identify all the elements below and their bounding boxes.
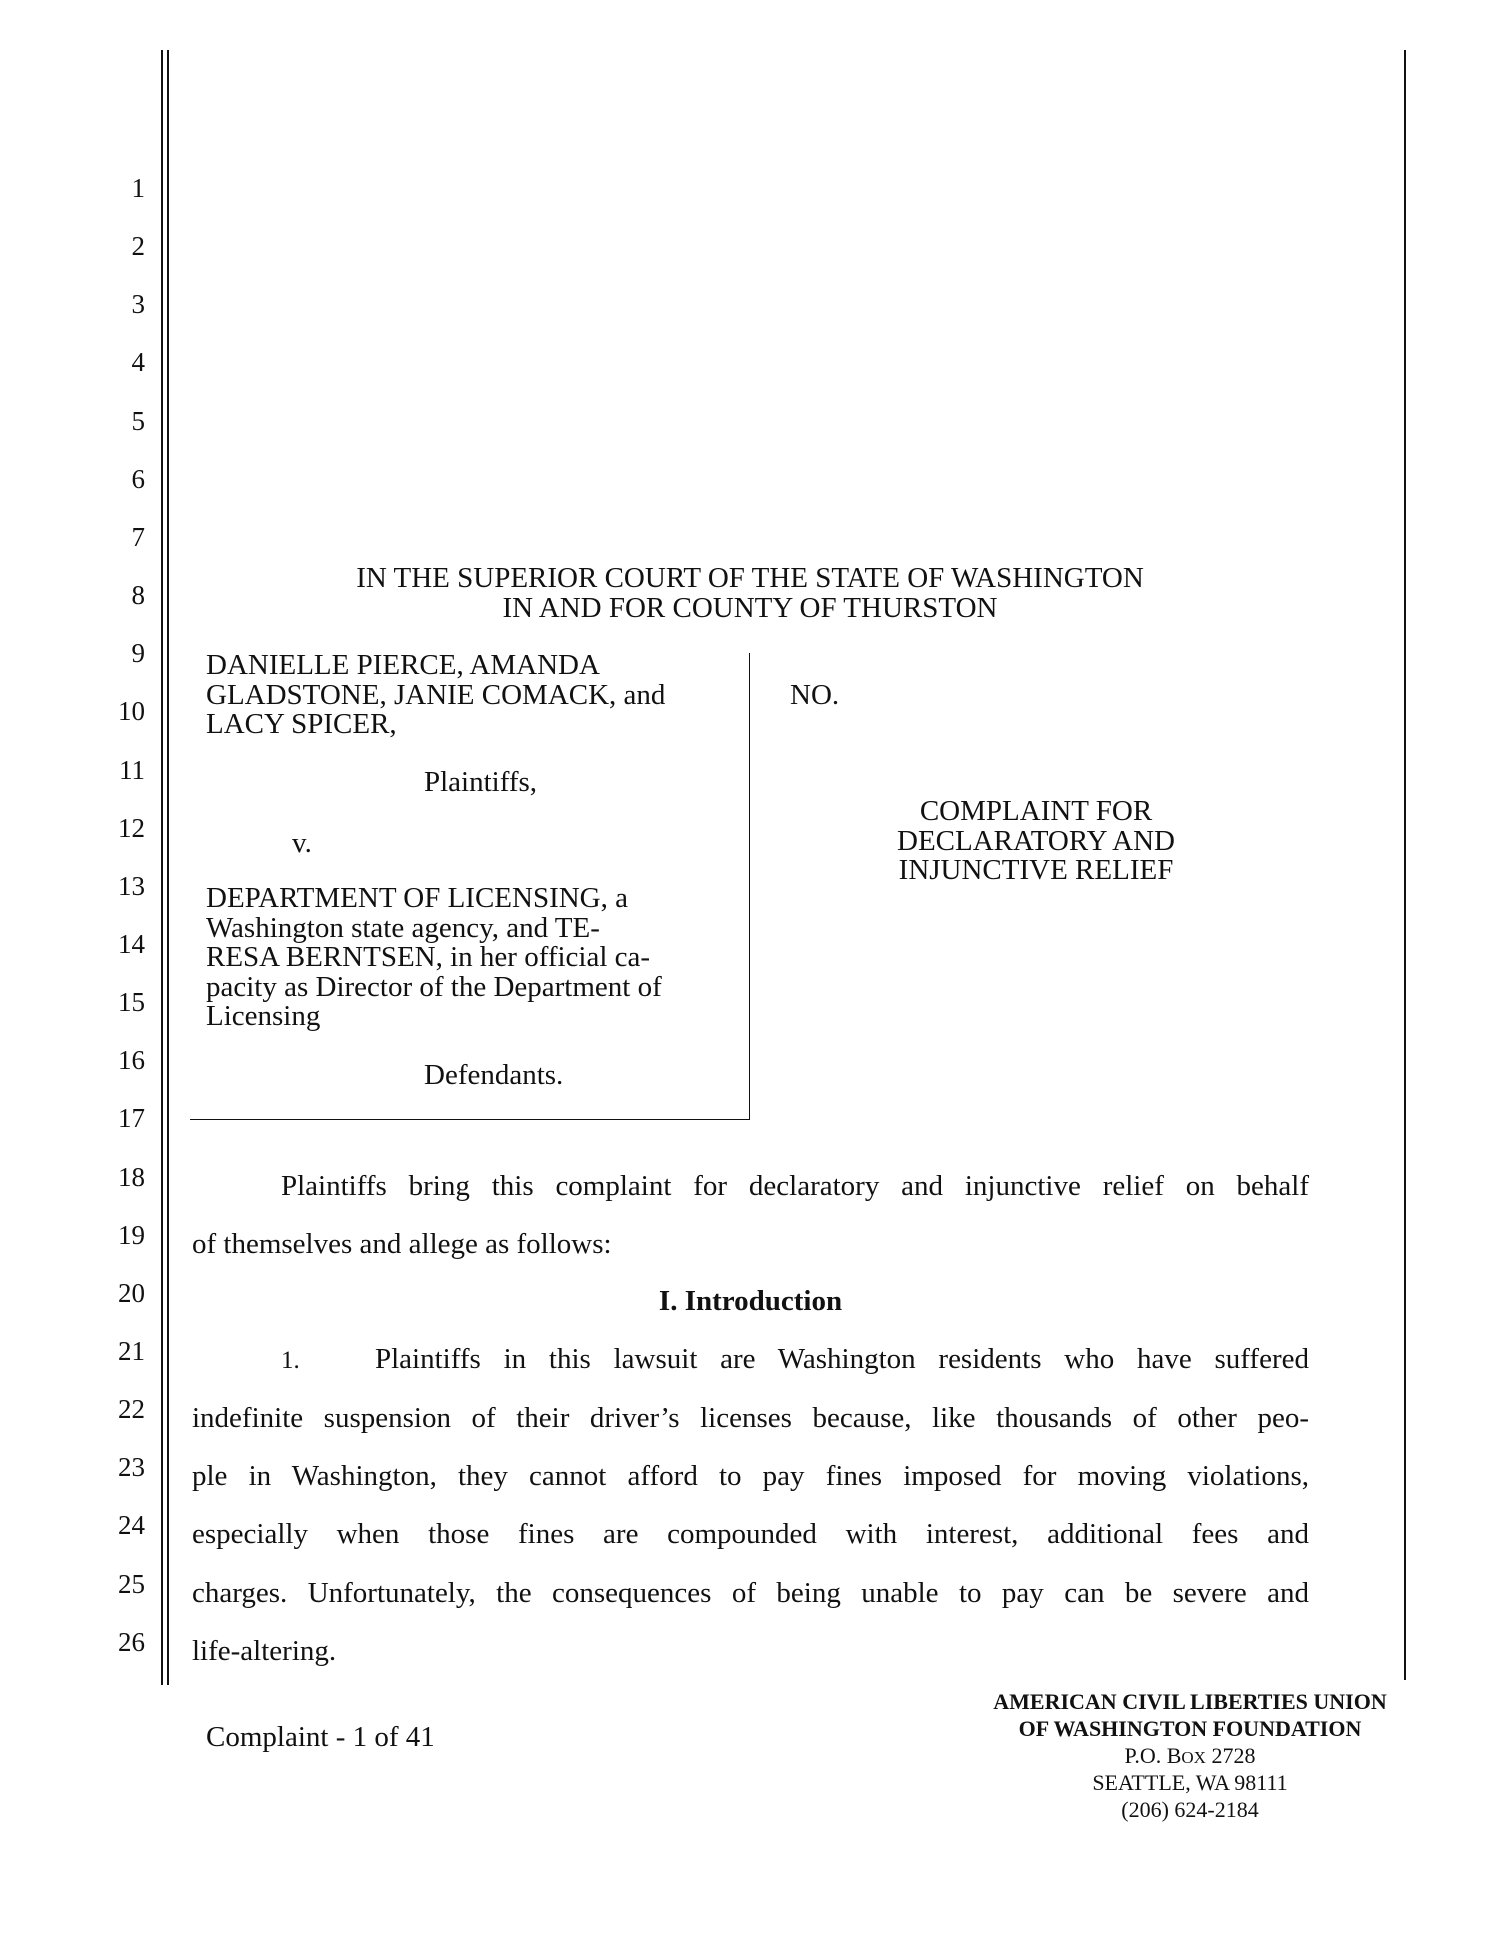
section-heading: I. Introduction xyxy=(658,1285,843,1317)
document-title-line1: COMPLAINT FOR xyxy=(919,795,1153,827)
line-number: 13 xyxy=(118,870,145,901)
line-number: 18 xyxy=(118,1161,145,1192)
line-number: 19 xyxy=(118,1219,145,1250)
line-number: 21 xyxy=(118,1336,145,1366)
defendants-names: pacity as Director of the Department of xyxy=(206,971,662,1003)
defendants-names: Washington state agency, and TE- xyxy=(206,912,600,944)
defendants-names: RESA BERNTSEN, in her official ca- xyxy=(206,941,651,973)
caption-box-vertical-rule xyxy=(749,653,750,1120)
paragraph-number: 1. xyxy=(281,1347,300,1374)
paragraph-line: life-altering. xyxy=(192,1635,337,1667)
defendants-label: Defendants. xyxy=(424,1059,564,1091)
court-name-line1: IN THE SUPERIOR COURT OF THE STATE OF WASHINGTON xyxy=(356,562,1144,594)
line-number: 2 xyxy=(131,231,145,262)
line-number: 24 xyxy=(118,1510,145,1541)
plaintiffs-label: Plaintiffs, xyxy=(424,766,538,798)
intro-line: of themselves and allege as follows: xyxy=(192,1228,612,1260)
line-number: 10 xyxy=(118,696,145,727)
line-number: 14 xyxy=(118,928,145,959)
intro-line: Plaintiffs bring this complaint for declaratory and injunctive relief on behalf xyxy=(281,1170,1309,1202)
line-number: 16 xyxy=(118,1045,145,1076)
plaintiffs-names: DANIELLE PIERCE, AMANDA xyxy=(206,649,600,681)
line-number: 1 xyxy=(131,173,145,203)
caption-box-bottom-rule xyxy=(190,1119,750,1120)
court-name-line2: IN AND FOR COUNTY OF THURSTON xyxy=(502,592,998,624)
city-line: SEATTLE, WA 98111 xyxy=(1092,1770,1288,1795)
line-number: 26 xyxy=(118,1626,145,1657)
line-number: 12 xyxy=(118,812,145,843)
defendants-names: DEPARTMENT OF LICENSING, a xyxy=(206,882,629,914)
left-margin-rule-inner xyxy=(167,50,169,1685)
plaintiffs-names: GLADSTONE, JANIE COMACK, and xyxy=(206,679,666,711)
po-box xyxy=(970,1742,1410,1771)
line-number: 22 xyxy=(118,1394,145,1425)
org-name-line2: OF WASHINGTON FOUNDATION xyxy=(1018,1716,1362,1741)
paragraph-line: especially when those fines are compounded with interest, additional fees and xyxy=(192,1518,1309,1550)
document-title-line3: INJUNCTIVE RELIEF xyxy=(898,854,1174,886)
phone-line: (206) 624-2184 xyxy=(1121,1797,1259,1822)
po-number: 2728 xyxy=(1205,1743,1256,1768)
po-smallcaps: OX xyxy=(1181,1748,1206,1767)
case-number-label: NO. xyxy=(790,679,840,711)
line-number: 23 xyxy=(118,1452,145,1483)
po-prefix: P.O. B xyxy=(1124,1743,1182,1768)
line-number: 5 xyxy=(131,405,145,436)
document-title-line2: DECLARATORY AND xyxy=(897,825,1175,857)
line-number: 11 xyxy=(119,754,145,785)
right-margin-rule xyxy=(1404,50,1406,1680)
line-number: 20 xyxy=(118,1277,145,1308)
versus: v. xyxy=(292,827,312,859)
plaintiffs-names: LACY SPICER, xyxy=(206,708,397,740)
line-number: 8 xyxy=(131,580,145,611)
paragraph-line: indefinite suspension of their driver’s licenses because, like thousands of other peo- xyxy=(192,1402,1309,1434)
line-number: 3 xyxy=(131,289,145,320)
paragraph-line: charges. Unfortunately, the consequences of being unable to pay can be severe and xyxy=(192,1577,1309,1609)
paragraph-line: ple in Washington, they cannot afford to pay fines imposed for moving violations, xyxy=(192,1460,1309,1492)
defendants-names: Licensing xyxy=(206,1000,321,1032)
line-number: 15 xyxy=(118,987,145,1018)
line-number: 17 xyxy=(118,1103,145,1134)
paragraph-line: Plaintiffs in this lawsuit are Washington residents who have suffered xyxy=(375,1343,1309,1375)
left-margin-rule-outer xyxy=(161,50,163,1685)
line-number: 6 xyxy=(131,463,145,494)
line-number: 9 xyxy=(131,638,145,669)
line-number: 7 xyxy=(131,521,145,552)
org-name-line1: AMERICAN CIVIL LIBERTIES UNION xyxy=(993,1689,1387,1714)
line-number: 25 xyxy=(118,1568,145,1599)
page-label: Complaint - 1 of 41 xyxy=(206,1721,435,1753)
line-number: 4 xyxy=(131,347,145,378)
